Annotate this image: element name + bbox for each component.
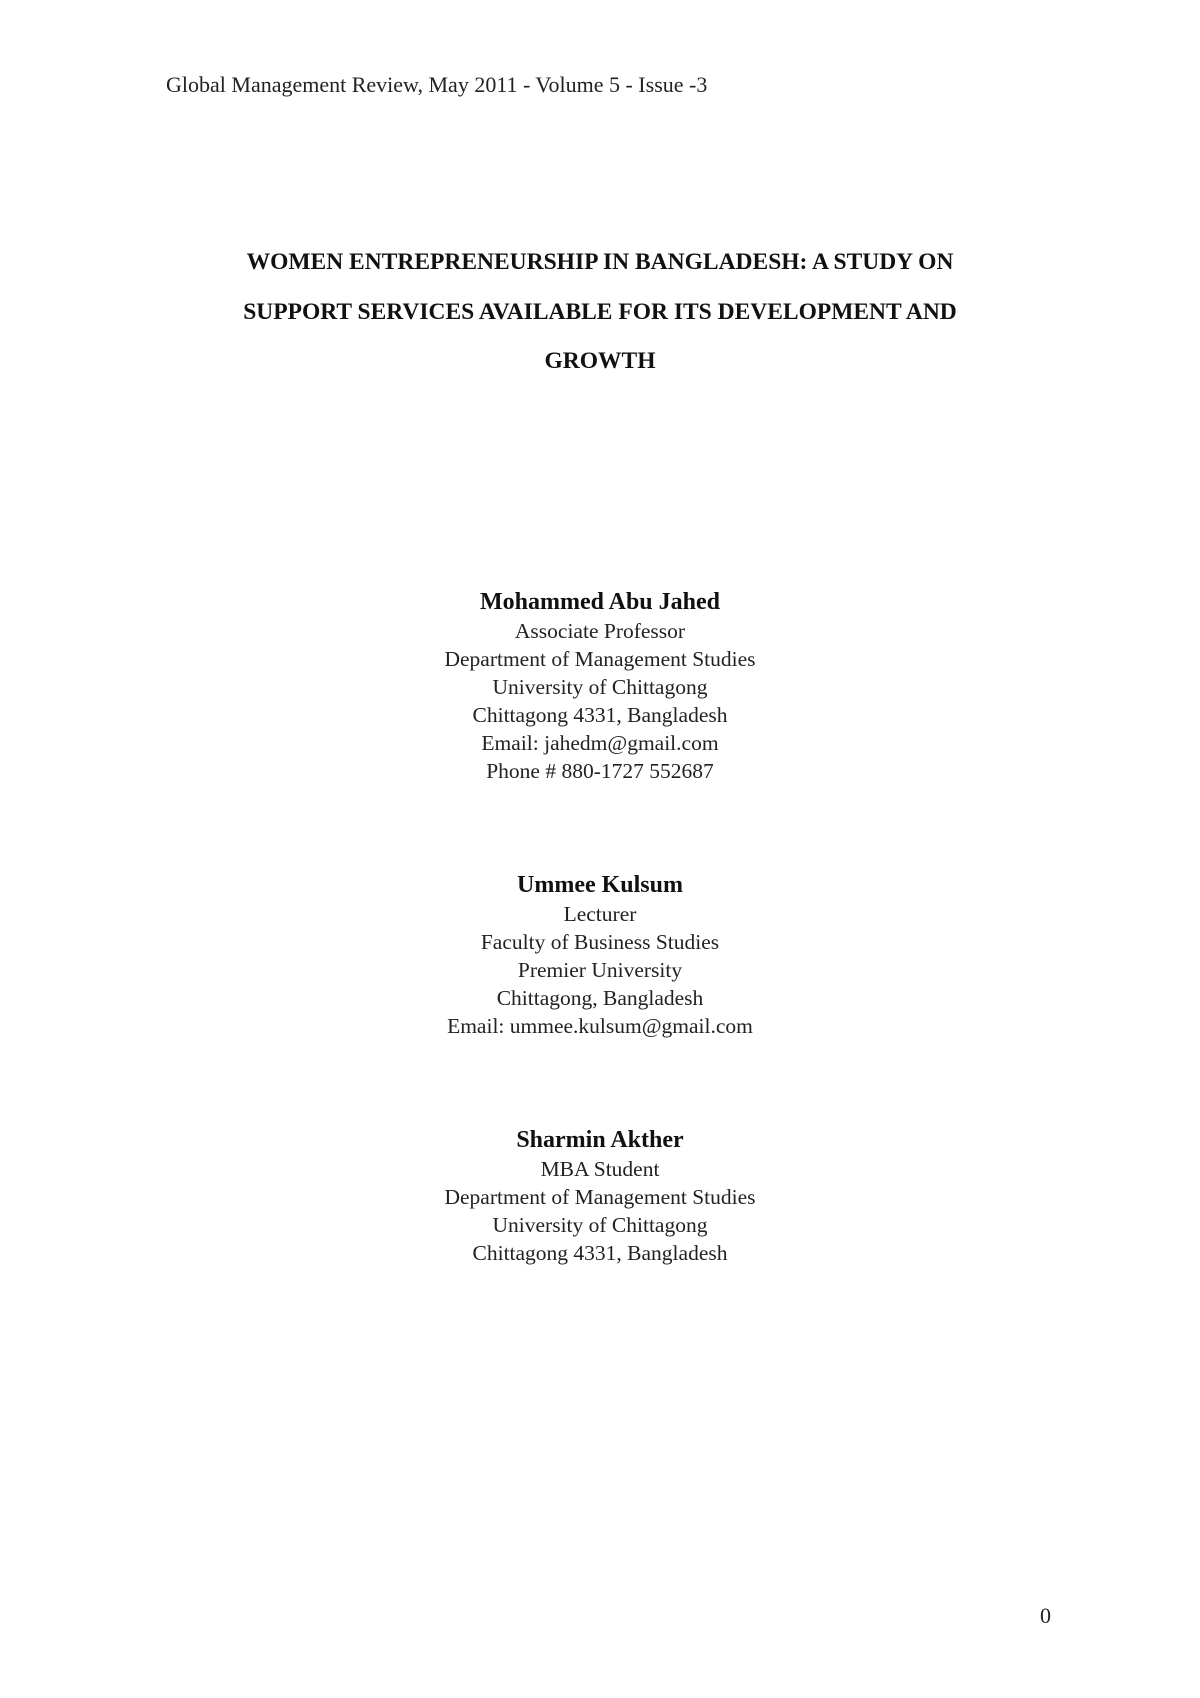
author-department: Department of Management Studies: [444, 1185, 756, 1209]
author-name: Sharmin Akther: [516, 1127, 684, 1153]
title-line: GROWTH: [544, 348, 656, 374]
page-number: 0: [1040, 1603, 1051, 1628]
author-address: Chittagong 4331, Bangladesh: [472, 1241, 728, 1265]
paper-title: [160, 238, 1040, 387]
author-department: Faculty of Business Studies: [480, 930, 720, 954]
author-position: Lecturer: [563, 902, 637, 926]
author-email: Email: jahedm@gmail.com: [481, 731, 719, 755]
author-block: [300, 870, 900, 1040]
author-address: Chittagong, Bangladesh: [496, 986, 704, 1010]
author-address: Chittagong 4331, Bangladesh: [472, 703, 728, 727]
author-name: Mohammed Abu Jahed: [479, 589, 721, 615]
author-block: [300, 1125, 900, 1267]
author-email: Email: ummee.kulsum@gmail.com: [447, 1014, 753, 1038]
author-department: Department of Management Studies: [444, 647, 756, 671]
author-institution: University of Chittagong: [492, 675, 708, 699]
author-name: Ummee Kulsum: [517, 872, 683, 898]
author-position: MBA Student: [540, 1157, 660, 1181]
author-position: Associate Professor: [514, 619, 686, 643]
title-line: SUPPORT SERVICES AVAILABLE FOR ITS DEVELOPMENT AND: [243, 298, 957, 325]
title-line: WOMEN ENTREPRENEURSHIP IN BANGLADESH: A STUDY ON: [246, 249, 954, 275]
author-institution: Premier University: [517, 958, 683, 982]
author-phone: Phone # 880-1727 552687: [486, 759, 714, 783]
author-institution: University of Chittagong: [492, 1213, 708, 1237]
running-header: Global Management Review, May 2011 - Volume 5 - Issue -3: [166, 72, 708, 97]
author-block: [300, 587, 900, 785]
